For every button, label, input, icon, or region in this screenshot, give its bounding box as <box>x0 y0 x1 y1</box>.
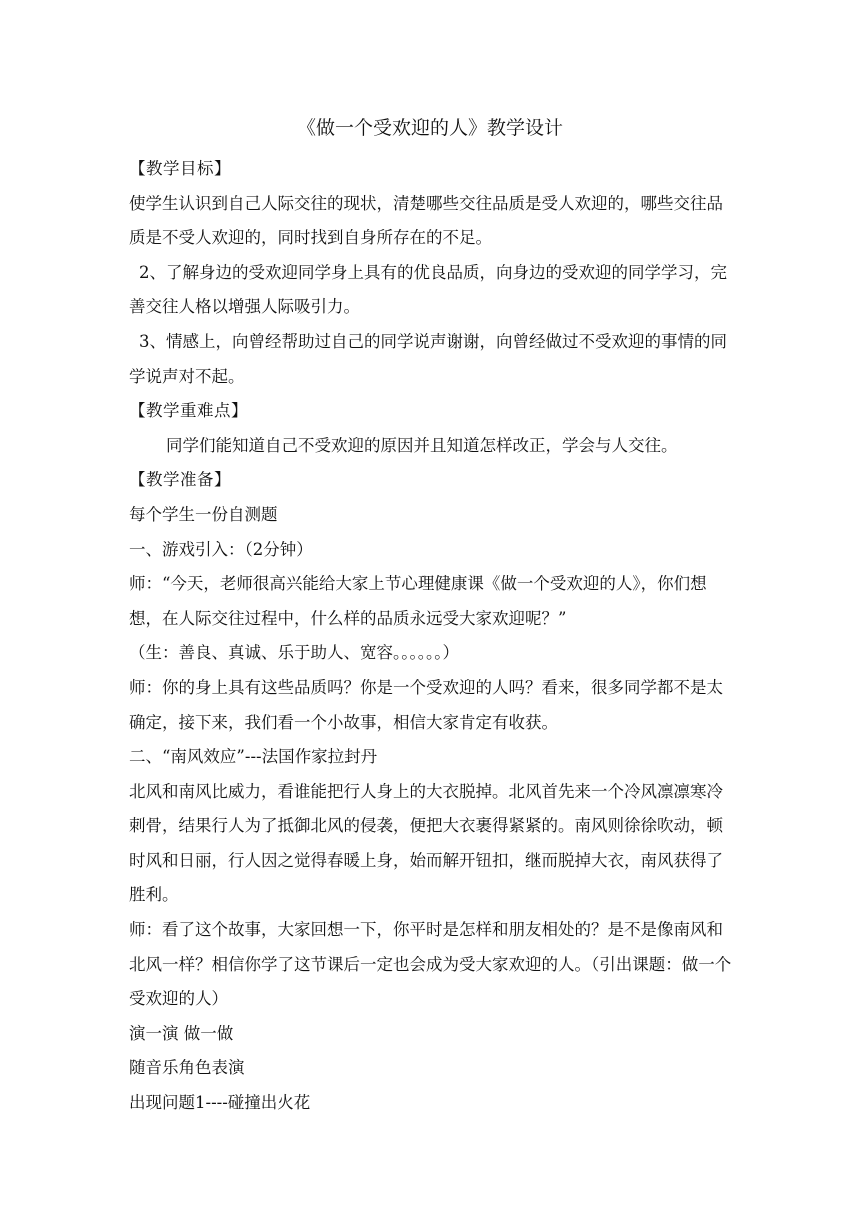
document-title: 《做一个受欢迎的人》教学设计 <box>296 117 563 139</box>
paragraph-act-and-do: 演一演 做一做 <box>129 1023 234 1043</box>
paragraph-problem-1: 出现问题1----碰撞出火花 <box>129 1093 311 1113</box>
section-heading-key-points: 【教学重难点】 <box>129 401 248 421</box>
paragraph-key-points: 同学们能知道自己不受欢迎的原因并且知道怎样改正，学会与人交往。 <box>166 435 678 455</box>
paragraph-role-play: 随音乐角色表演 <box>129 1058 245 1078</box>
paragraph-objective-2: 2、了解身边的受欢迎同学身上具有的优良品质，向身边的受欢迎的同学学习，完善交往人格以增强人际吸引力。 <box>129 262 727 317</box>
paragraph-story: 北风和南风比威力，看谁能把行人身上的大衣脱掉。北风首先来一个冷风凛凛寒冷刺骨，结果行人为了抵御北风的侵袭，便把大衣裹得紧紧的。南风则徐徐吹动，顿时风和日丽，行人因之觉得春暖上身，始而解开钮扣，继而脱掉大衣，南风获得了胜利。 <box>129 781 723 905</box>
section-heading-preparation: 【教学准备】 <box>129 470 231 490</box>
paragraph-student-answer: （生：善良、真诚、乐于助人、宽容。。。。。。） <box>129 643 459 663</box>
section-heading-south-wind: 二、“南风效应”---法国作家拉封丹 <box>129 747 378 767</box>
paragraph-objective-3: 3、情感上，向曾经帮助过自己的同学说声谢谢，向曾经做过不受欢迎的事情的同学说声对不起。 <box>129 331 727 386</box>
section-heading-game-intro: 一、游戏引入：（2分钟） <box>129 539 313 559</box>
document-body <box>129 152 733 1121</box>
paragraph-preparation: 每个学生一份自测题 <box>129 504 278 524</box>
paragraph-teacher-followup: 师：你的身上具有这些品质吗？你是一个受欢迎的人吗？看来，很多同学都不是太确定，接下来，我们看一个小故事，相信大家肯定有收获。 <box>129 677 723 732</box>
paragraph-teacher-reflection: 师：看了这个故事，大家回想一下，你平时是怎样和朋友相处的？是不是像南风和北风一样？相信你学了这节课后一定也会成为受大家欢迎的人。（引出课题：做一个受欢迎的人） <box>129 920 732 1009</box>
paragraph-teacher-question: 师：“今天，老师很高兴能给大家上节心理健康课《做一个受欢迎的人》，你们想想，在人际交往过程中，什么样的品质永远受大家欢迎呢？” <box>129 574 707 628</box>
section-heading-objectives: 【教学目标】 <box>129 159 231 178</box>
paragraph-objective-1: 使学生认识到自己人际交往的现状，清楚哪些交往品质是受人欢迎的，哪些交往品质是不受人欢迎的，同时找到自身所存在的不足。 <box>129 193 723 248</box>
